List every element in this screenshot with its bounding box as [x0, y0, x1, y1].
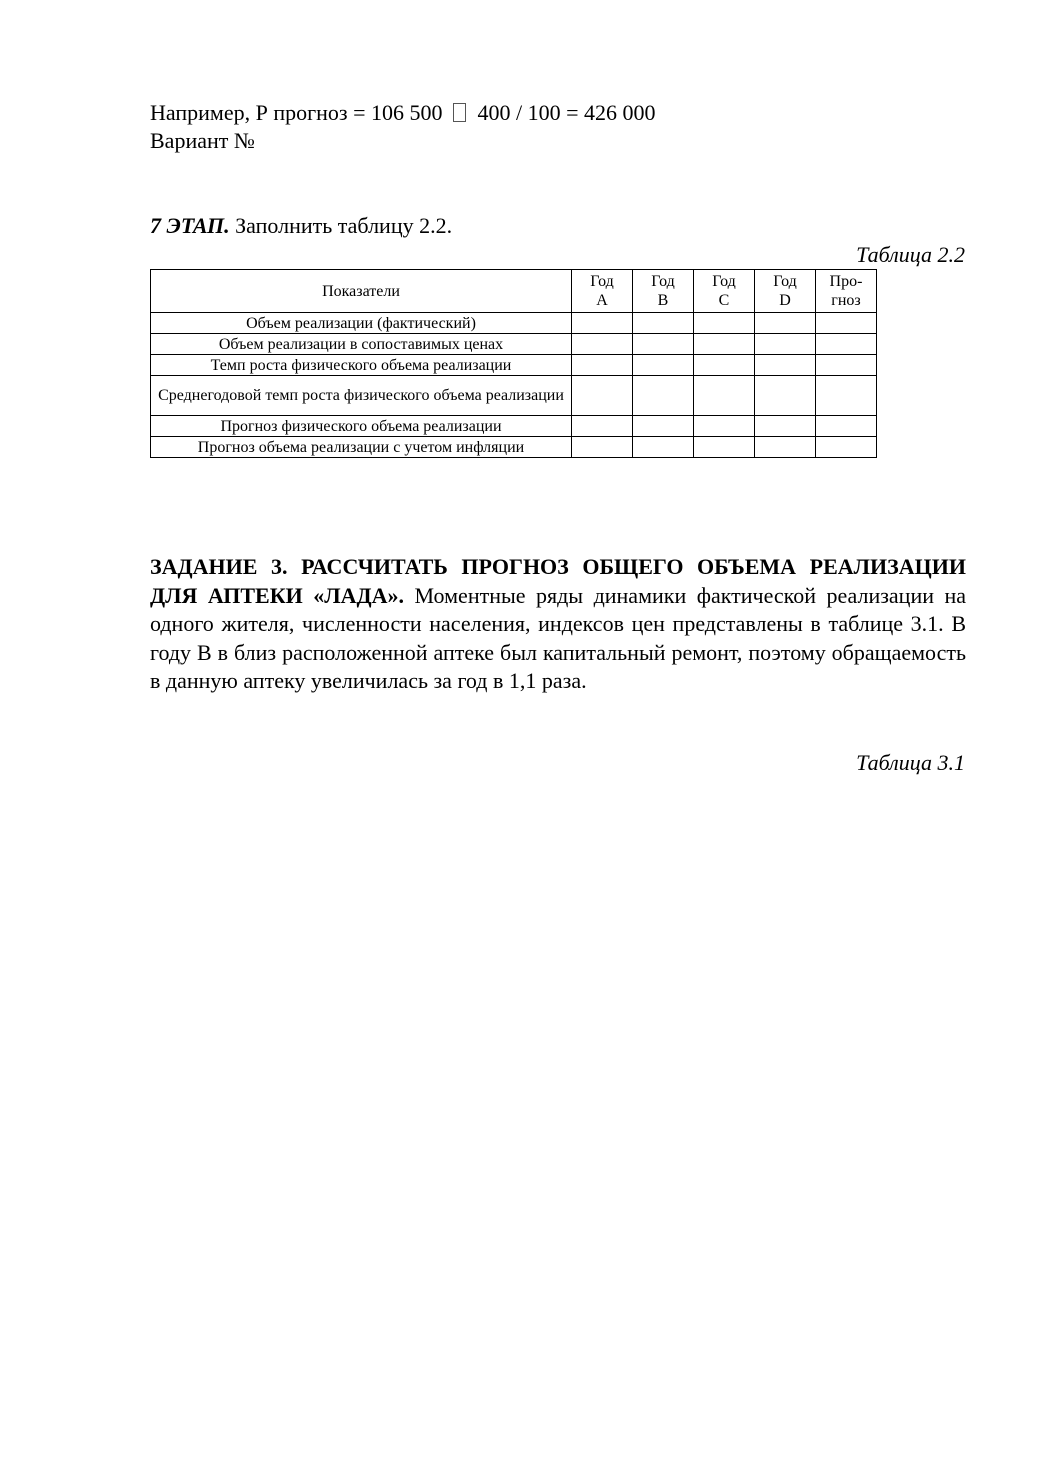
- empty-cell: [633, 355, 694, 376]
- example-formula-before: Например, Р прогноз = 106 500: [150, 100, 443, 125]
- stage-label: 7 ЭТАП.: [150, 213, 230, 238]
- header-year-c-line1: Год: [712, 273, 736, 290]
- table-2-2-caption: Таблица 2.2: [856, 242, 965, 267]
- header-year-b: [633, 270, 694, 313]
- header-year-d-line2: D: [779, 292, 791, 309]
- table-2-2: [150, 269, 877, 458]
- task-3-title: ЗАДАНИЕ 3. РАССЧИТАТЬ ПРОГНОЗ ОБЩЕГО ОБЪЕМА РЕАЛИЗАЦИИ ДЛЯ АПТЕКИ «ЛАДА».: [150, 554, 966, 608]
- table-3-1-caption: Таблица 3.1: [856, 750, 965, 775]
- example-formula-line: [150, 100, 656, 126]
- table-row: [151, 376, 877, 416]
- header-year-c-line2: C: [718, 292, 730, 309]
- row-label: Среднегодовой темп роста физического объема реализации: [151, 376, 572, 416]
- empty-cell: [816, 334, 877, 355]
- header-forecast-line1: Про-: [829, 273, 863, 290]
- empty-cell: [816, 437, 877, 458]
- header-year-d: [755, 270, 816, 313]
- header-year-b-line1: Год: [651, 273, 675, 290]
- stage-text: Заполнить таблицу 2.2.: [235, 213, 453, 238]
- empty-cell: [633, 313, 694, 334]
- table-row: [151, 313, 877, 334]
- empty-cell: [816, 376, 877, 416]
- empty-cell: [694, 437, 755, 458]
- empty-cell: [816, 355, 877, 376]
- table-header-row: [151, 270, 877, 313]
- example-formula-after: 400 / 100 = 426 000: [477, 100, 656, 125]
- header-indicator: Показатели: [151, 270, 572, 313]
- empty-cell: [755, 416, 816, 437]
- row-label: Прогноз физического объема реализации: [151, 416, 572, 437]
- empty-cell: [755, 437, 816, 458]
- header-year-a-line1: Год: [590, 273, 614, 290]
- empty-cell: [694, 376, 755, 416]
- header-forecast-line2: гноз: [831, 292, 861, 309]
- row-label: Объем реализации (фактический): [151, 313, 572, 334]
- empty-cell: [572, 355, 633, 376]
- empty-cell: [633, 416, 694, 437]
- missing-glyph-box-icon: [453, 103, 466, 122]
- empty-cell: [755, 355, 816, 376]
- header-year-d-line1: Год: [773, 273, 797, 290]
- empty-cell: [816, 313, 877, 334]
- empty-cell: [816, 416, 877, 437]
- empty-cell: [572, 334, 633, 355]
- empty-cell: [633, 437, 694, 458]
- table-row: [151, 416, 877, 437]
- empty-cell: [572, 376, 633, 416]
- empty-cell: [572, 437, 633, 458]
- table-row: [151, 334, 877, 355]
- empty-cell: [572, 313, 633, 334]
- header-year-a: [572, 270, 633, 313]
- empty-cell: [633, 376, 694, 416]
- row-label: Прогноз объема реализации с учетом инфляции: [151, 437, 572, 458]
- empty-cell: [694, 355, 755, 376]
- task-3-body: Моментные ряды динамики фактической реализации на одного жителя, численности населения, индексов цен представлены в таблице 3.1. В году B в близ расположенной аптеке был капитальный ремонт, поэтому обращаемость в данную аптеку увеличилась за год в 1,1 раза.: [150, 582, 967, 693]
- row-label: Объем реализации в сопоставимых ценах: [151, 334, 572, 355]
- task-3-paragraph: [150, 553, 966, 696]
- empty-cell: [694, 313, 755, 334]
- header-year-a-line2: A: [596, 292, 608, 309]
- header-year-b-line2: B: [657, 292, 669, 309]
- empty-cell: [755, 313, 816, 334]
- empty-cell: [572, 416, 633, 437]
- empty-cell: [694, 416, 755, 437]
- stage-heading: [150, 213, 452, 239]
- table-row: [151, 355, 877, 376]
- header-forecast: [816, 270, 877, 313]
- row-label: Темп роста физического объема реализации: [151, 355, 572, 376]
- header-year-c: [694, 270, 755, 313]
- table-row: [151, 437, 877, 458]
- empty-cell: [694, 334, 755, 355]
- variant-line: Вариант №: [150, 128, 255, 153]
- empty-cell: [755, 376, 816, 416]
- empty-cell: [755, 334, 816, 355]
- empty-cell: [633, 334, 694, 355]
